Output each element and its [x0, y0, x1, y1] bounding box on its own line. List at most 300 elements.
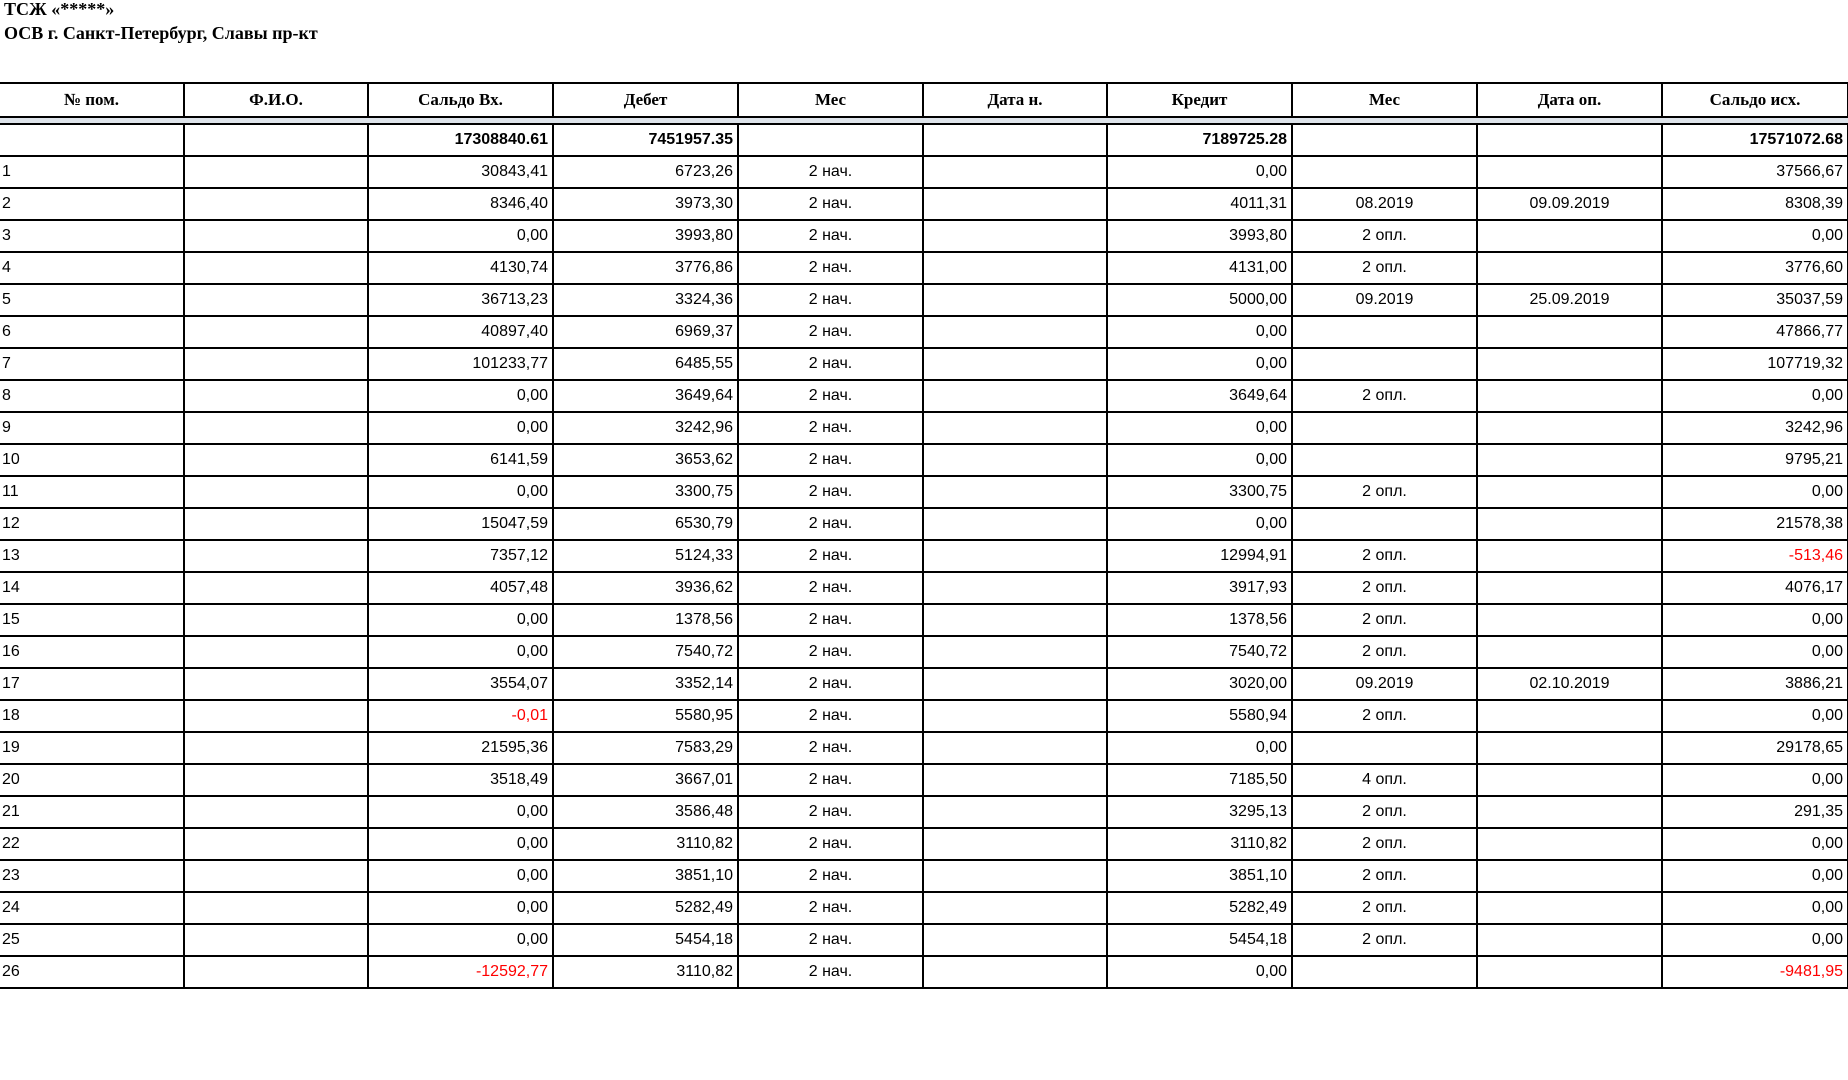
- cell-debet[interactable]: 3110,82: [553, 956, 738, 988]
- cell-saldo-out[interactable]: 35037,59: [1662, 284, 1848, 316]
- cell-mes-n[interactable]: 2 нач.: [738, 476, 923, 508]
- cell-saldo-out[interactable]: 0,00: [1662, 924, 1848, 956]
- cell-date-p[interactable]: [1477, 476, 1662, 508]
- cell-mes-n[interactable]: 2 нач.: [738, 220, 923, 252]
- cell-saldo-in[interactable]: 8346,40: [368, 188, 553, 220]
- cell-room[interactable]: 7: [0, 348, 184, 380]
- cell-saldo-in[interactable]: -12592,77: [368, 956, 553, 988]
- cell-mes-n[interactable]: 2 нач.: [738, 828, 923, 860]
- cell-saldo-in[interactable]: 30843,41: [368, 156, 553, 188]
- cell-credit[interactable]: 5454,18: [1107, 924, 1292, 956]
- cell-saldo-in[interactable]: 0,00: [368, 828, 553, 860]
- cell-room[interactable]: 4: [0, 252, 184, 284]
- cell-date-p[interactable]: [1477, 156, 1662, 188]
- cell-mes-p[interactable]: 09.2019: [1292, 284, 1477, 316]
- report-title: ОСВ г. Санкт-Петербург, Славы пр-кт: [4, 23, 318, 43]
- cell-room[interactable]: 3: [0, 220, 184, 252]
- cell-date-n[interactable]: [923, 924, 1107, 956]
- cell-date-n[interactable]: [923, 604, 1107, 636]
- cell-fio[interactable]: [184, 188, 368, 220]
- cell-fio[interactable]: [184, 220, 368, 252]
- osv-table: [0, 82, 1848, 989]
- cell-debet[interactable]: 3667,01: [553, 764, 738, 796]
- cell-fio[interactable]: [184, 860, 368, 892]
- cell-credit[interactable]: 0,00: [1107, 156, 1292, 188]
- cell-room[interactable]: 1: [0, 156, 184, 188]
- cell-saldo-in[interactable]: 3554,07: [368, 668, 553, 700]
- cell-saldo-in[interactable]: 0,00: [368, 380, 553, 412]
- organization-title: ТСЖ «*****»: [4, 0, 115, 19]
- cell-date-n[interactable]: [923, 284, 1107, 316]
- cell-date-n[interactable]: [923, 508, 1107, 540]
- cell-date-p[interactable]: [1477, 380, 1662, 412]
- cell-room[interactable]: 5: [0, 284, 184, 316]
- col-header-saldo-out[interactable]: Сальдо исх.: [1662, 83, 1848, 117]
- cell-date-p[interactable]: [1477, 412, 1662, 444]
- cell-credit[interactable]: 4011,31: [1107, 188, 1292, 220]
- totals-cell-date-p[interactable]: [1477, 124, 1662, 156]
- cell-fio[interactable]: [184, 572, 368, 604]
- cell-date-n[interactable]: [923, 828, 1107, 860]
- cell-room[interactable]: 23: [0, 860, 184, 892]
- cell-date-p[interactable]: [1477, 220, 1662, 252]
- cell-date-p[interactable]: [1477, 764, 1662, 796]
- cell-saldo-out[interactable]: 3886,21: [1662, 668, 1848, 700]
- cell-credit[interactable]: 7540,72: [1107, 636, 1292, 668]
- table-row: [0, 508, 1848, 540]
- totals-cell-mes-p[interactable]: [1292, 124, 1477, 156]
- cell-debet[interactable]: 3110,82: [553, 828, 738, 860]
- col-header-mes-n[interactable]: Мес: [738, 83, 923, 117]
- cell-saldo-in[interactable]: 0,00: [368, 892, 553, 924]
- cell-date-n[interactable]: [923, 636, 1107, 668]
- col-header-date-n[interactable]: Дата н.: [923, 83, 1107, 117]
- cell-saldo-in[interactable]: 0,00: [368, 220, 553, 252]
- cell-mes-p[interactable]: [1292, 316, 1477, 348]
- cell-date-p[interactable]: [1477, 700, 1662, 732]
- cell-mes-p[interactable]: [1292, 508, 1477, 540]
- cell-debet[interactable]: 1378,56: [553, 604, 738, 636]
- cell-fio[interactable]: [184, 892, 368, 924]
- cell-date-p[interactable]: [1477, 508, 1662, 540]
- cell-saldo-out[interactable]: 29178,65: [1662, 732, 1848, 764]
- cell-date-p[interactable]: [1477, 348, 1662, 380]
- cell-date-p[interactable]: [1477, 828, 1662, 860]
- table-row: [0, 540, 1848, 572]
- cell-date-p[interactable]: [1477, 316, 1662, 348]
- cell-date-n[interactable]: [923, 220, 1107, 252]
- cell-mes-n[interactable]: 2 нач.: [738, 412, 923, 444]
- cell-saldo-out[interactable]: 47866,77: [1662, 316, 1848, 348]
- cell-mes-p[interactable]: 2 опл.: [1292, 572, 1477, 604]
- cell-date-p[interactable]: [1477, 604, 1662, 636]
- cell-debet[interactable]: 3936,62: [553, 572, 738, 604]
- cell-saldo-out[interactable]: 0,00: [1662, 764, 1848, 796]
- cell-saldo-out[interactable]: 0,00: [1662, 220, 1848, 252]
- cell-date-p[interactable]: [1477, 892, 1662, 924]
- cell-saldo-out[interactable]: 0,00: [1662, 380, 1848, 412]
- cell-room[interactable]: 19: [0, 732, 184, 764]
- cell-saldo-in[interactable]: 101233,77: [368, 348, 553, 380]
- cell-debet[interactable]: 3324,36: [553, 284, 738, 316]
- cell-date-p[interactable]: [1477, 732, 1662, 764]
- table-row: [0, 380, 1848, 412]
- cell-fio[interactable]: [184, 508, 368, 540]
- totals-cell-mes-n[interactable]: [738, 124, 923, 156]
- table-row: [0, 316, 1848, 348]
- cell-date-n[interactable]: [923, 764, 1107, 796]
- cell-mes-n[interactable]: 2 нач.: [738, 348, 923, 380]
- cell-saldo-in[interactable]: 4130,74: [368, 252, 553, 284]
- cell-date-n[interactable]: [923, 252, 1107, 284]
- cell-credit[interactable]: 0,00: [1107, 412, 1292, 444]
- cell-date-p[interactable]: [1477, 956, 1662, 988]
- cell-debet[interactable]: 6530,79: [553, 508, 738, 540]
- cell-debet[interactable]: 3851,10: [553, 860, 738, 892]
- table-row: [0, 476, 1848, 508]
- cell-saldo-in[interactable]: 0,00: [368, 476, 553, 508]
- cell-mes-p[interactable]: [1292, 956, 1477, 988]
- cell-saldo-out[interactable]: 0,00: [1662, 636, 1848, 668]
- cell-credit[interactable]: 5282,49: [1107, 892, 1292, 924]
- cell-date-p[interactable]: [1477, 252, 1662, 284]
- cell-saldo-out[interactable]: 3242,96: [1662, 412, 1848, 444]
- cell-fio[interactable]: [184, 636, 368, 668]
- cell-fio[interactable]: [184, 156, 368, 188]
- col-header-mes-p[interactable]: Мес: [1292, 83, 1477, 117]
- cell-date-n[interactable]: [923, 412, 1107, 444]
- cell-mes-p[interactable]: 2 опл.: [1292, 700, 1477, 732]
- cell-fio[interactable]: [184, 444, 368, 476]
- cell-room[interactable]: 21: [0, 796, 184, 828]
- col-header-room[interactable]: № пом.: [0, 83, 184, 117]
- cell-room[interactable]: 2: [0, 188, 184, 220]
- cell-credit[interactable]: 3295,13: [1107, 796, 1292, 828]
- cell-saldo-out[interactable]: 291,35: [1662, 796, 1848, 828]
- cell-room[interactable]: 15: [0, 604, 184, 636]
- cell-mes-p[interactable]: 2 опл.: [1292, 380, 1477, 412]
- cell-mes-n[interactable]: 2 нач.: [738, 636, 923, 668]
- cell-credit[interactable]: 3917,93: [1107, 572, 1292, 604]
- cell-date-n[interactable]: [923, 188, 1107, 220]
- cell-mes-n[interactable]: 2 нач.: [738, 572, 923, 604]
- cell-saldo-out[interactable]: 3776,60: [1662, 252, 1848, 284]
- cell-saldo-out[interactable]: 0,00: [1662, 892, 1848, 924]
- cell-credit[interactable]: 3110,82: [1107, 828, 1292, 860]
- cell-date-p[interactable]: 25.09.2019: [1477, 284, 1662, 316]
- cell-mes-n[interactable]: 2 нач.: [738, 156, 923, 188]
- cell-credit[interactable]: 0,00: [1107, 316, 1292, 348]
- cell-debet[interactable]: 3973,30: [553, 188, 738, 220]
- cell-debet[interactable]: 5454,18: [553, 924, 738, 956]
- col-header-saldo-in[interactable]: Сальдо Вх.: [368, 83, 553, 117]
- cell-credit[interactable]: 0,00: [1107, 444, 1292, 476]
- cell-room[interactable]: 18: [0, 700, 184, 732]
- cell-date-p[interactable]: [1477, 540, 1662, 572]
- cell-date-n[interactable]: [923, 668, 1107, 700]
- cell-saldo-in[interactable]: 21595,36: [368, 732, 553, 764]
- totals-saldo-out[interactable]: 17571072.68: [1662, 124, 1848, 156]
- cell-mes-n[interactable]: 2 нач.: [738, 732, 923, 764]
- cell-date-p[interactable]: [1477, 444, 1662, 476]
- cell-saldo-out[interactable]: 0,00: [1662, 700, 1848, 732]
- cell-debet[interactable]: 6485,55: [553, 348, 738, 380]
- cell-date-n[interactable]: [923, 476, 1107, 508]
- cell-mes-n[interactable]: 2 нач.: [738, 700, 923, 732]
- cell-debet[interactable]: 7583,29: [553, 732, 738, 764]
- table-row: [0, 156, 1848, 188]
- cell-saldo-out[interactable]: 0,00: [1662, 860, 1848, 892]
- cell-saldo-in[interactable]: -0,01: [368, 700, 553, 732]
- cell-mes-p[interactable]: 2 опл.: [1292, 636, 1477, 668]
- cell-credit[interactable]: 3300,75: [1107, 476, 1292, 508]
- table-row: [0, 892, 1848, 924]
- cell-date-p[interactable]: [1477, 796, 1662, 828]
- cell-fio[interactable]: [184, 316, 368, 348]
- cell-fio[interactable]: [184, 604, 368, 636]
- cell-saldo-in[interactable]: 0,00: [368, 412, 553, 444]
- cell-fio[interactable]: [184, 252, 368, 284]
- cell-room[interactable]: 10: [0, 444, 184, 476]
- cell-date-n[interactable]: [923, 316, 1107, 348]
- cell-mes-n[interactable]: 2 нач.: [738, 284, 923, 316]
- cell-mes-n[interactable]: 2 нач.: [738, 444, 923, 476]
- cell-mes-p[interactable]: [1292, 412, 1477, 444]
- cell-date-n[interactable]: [923, 956, 1107, 988]
- cell-saldo-in[interactable]: 3518,49: [368, 764, 553, 796]
- cell-mes-n[interactable]: 2 нач.: [738, 892, 923, 924]
- cell-saldo-in[interactable]: 0,00: [368, 924, 553, 956]
- cell-credit[interactable]: 3851,10: [1107, 860, 1292, 892]
- cell-saldo-out[interactable]: 0,00: [1662, 604, 1848, 636]
- cell-mes-p[interactable]: 2 опл.: [1292, 860, 1477, 892]
- col-header-fio[interactable]: Ф.И.О.: [184, 83, 368, 117]
- cell-fio[interactable]: [184, 764, 368, 796]
- cell-saldo-in[interactable]: 4057,48: [368, 572, 553, 604]
- cell-mes-p[interactable]: 2 опл.: [1292, 476, 1477, 508]
- cell-debet[interactable]: 5282,49: [553, 892, 738, 924]
- cell-saldo-out[interactable]: 0,00: [1662, 476, 1848, 508]
- cell-room[interactable]: 13: [0, 540, 184, 572]
- cell-date-p[interactable]: [1477, 572, 1662, 604]
- cell-mes-p[interactable]: 2 опл.: [1292, 252, 1477, 284]
- cell-mes-p[interactable]: [1292, 348, 1477, 380]
- cell-date-p[interactable]: [1477, 924, 1662, 956]
- cell-mes-n[interactable]: 2 нач.: [738, 316, 923, 348]
- totals-credit[interactable]: 7189725.28: [1107, 124, 1292, 156]
- cell-saldo-out[interactable]: 21578,38: [1662, 508, 1848, 540]
- cell-saldo-out[interactable]: 37566,67: [1662, 156, 1848, 188]
- cell-date-n[interactable]: [923, 348, 1107, 380]
- cell-debet[interactable]: 3776,86: [553, 252, 738, 284]
- cell-debet[interactable]: 3993,80: [553, 220, 738, 252]
- cell-date-n[interactable]: [923, 156, 1107, 188]
- cell-date-n[interactable]: [923, 732, 1107, 764]
- cell-room[interactable]: 11: [0, 476, 184, 508]
- cell-mes-p[interactable]: 08.2019: [1292, 188, 1477, 220]
- cell-saldo-out[interactable]: 4076,17: [1662, 572, 1848, 604]
- cell-credit[interactable]: 5580,94: [1107, 700, 1292, 732]
- cell-mes-p[interactable]: 2 опл.: [1292, 220, 1477, 252]
- totals-cell-date-n[interactable]: [923, 124, 1107, 156]
- col-header-date-p[interactable]: Дата оп.: [1477, 83, 1662, 117]
- cell-saldo-in[interactable]: 0,00: [368, 636, 553, 668]
- col-header-credit[interactable]: Кредит: [1107, 83, 1292, 117]
- cell-debet[interactable]: 3242,96: [553, 412, 738, 444]
- cell-date-n[interactable]: [923, 700, 1107, 732]
- cell-debet[interactable]: 7540,72: [553, 636, 738, 668]
- cell-saldo-in[interactable]: 0,00: [368, 796, 553, 828]
- cell-room[interactable]: 6: [0, 316, 184, 348]
- cell-mes-p[interactable]: 09.2019: [1292, 668, 1477, 700]
- cell-credit[interactable]: 3993,80: [1107, 220, 1292, 252]
- cell-mes-n[interactable]: 2 нач.: [738, 188, 923, 220]
- cell-mes-p[interactable]: 2 опл.: [1292, 604, 1477, 636]
- cell-room[interactable]: 22: [0, 828, 184, 860]
- cell-date-n[interactable]: [923, 572, 1107, 604]
- cell-saldo-in[interactable]: 6141,59: [368, 444, 553, 476]
- cell-date-n[interactable]: [923, 796, 1107, 828]
- cell-room[interactable]: 26: [0, 956, 184, 988]
- cell-fio[interactable]: [184, 476, 368, 508]
- cell-fio[interactable]: [184, 380, 368, 412]
- table-row: [0, 284, 1848, 316]
- totals-cell-room[interactable]: [0, 124, 184, 156]
- cell-mes-n[interactable]: 2 нач.: [738, 860, 923, 892]
- cell-credit[interactable]: 7185,50: [1107, 764, 1292, 796]
- cell-credit[interactable]: 3020,00: [1107, 668, 1292, 700]
- cell-credit[interactable]: 0,00: [1107, 956, 1292, 988]
- col-header-debet[interactable]: Дебет: [553, 83, 738, 117]
- cell-mes-p[interactable]: 2 опл.: [1292, 892, 1477, 924]
- cell-date-n[interactable]: [923, 380, 1107, 412]
- cell-room[interactable]: 16: [0, 636, 184, 668]
- cell-date-n[interactable]: [923, 444, 1107, 476]
- cell-room[interactable]: 24: [0, 892, 184, 924]
- cell-mes-n[interactable]: 2 нач.: [738, 508, 923, 540]
- cell-credit[interactable]: 1378,56: [1107, 604, 1292, 636]
- table-row: [0, 604, 1848, 636]
- cell-mes-n[interactable]: 2 нач.: [738, 380, 923, 412]
- cell-date-n[interactable]: [923, 540, 1107, 572]
- cell-debet[interactable]: 3586,48: [553, 796, 738, 828]
- cell-room[interactable]: 25: [0, 924, 184, 956]
- cell-debet[interactable]: 3300,75: [553, 476, 738, 508]
- header-row: [0, 83, 1848, 117]
- cell-credit[interactable]: 0,00: [1107, 732, 1292, 764]
- cell-date-n[interactable]: [923, 892, 1107, 924]
- cell-debet[interactable]: 3653,62: [553, 444, 738, 476]
- cell-room[interactable]: 20: [0, 764, 184, 796]
- table-row: [0, 636, 1848, 668]
- cell-room[interactable]: 12: [0, 508, 184, 540]
- cell-saldo-out[interactable]: -9481,95: [1662, 956, 1848, 988]
- cell-mes-n[interactable]: 2 нач.: [738, 540, 923, 572]
- table-row: [0, 860, 1848, 892]
- cell-credit[interactable]: 3649,64: [1107, 380, 1292, 412]
- totals-debet[interactable]: 7451957.35: [553, 124, 738, 156]
- cell-mes-n[interactable]: 2 нач.: [738, 668, 923, 700]
- cell-fio[interactable]: [184, 956, 368, 988]
- cell-fio[interactable]: [184, 284, 368, 316]
- table-row: [0, 188, 1848, 220]
- cell-fio[interactable]: [184, 348, 368, 380]
- cell-mes-n[interactable]: 2 нач.: [738, 764, 923, 796]
- cell-room[interactable]: 9: [0, 412, 184, 444]
- cell-mes-p[interactable]: [1292, 444, 1477, 476]
- table-row: [0, 348, 1848, 380]
- cell-credit[interactable]: 12994,91: [1107, 540, 1292, 572]
- cell-credit[interactable]: 0,00: [1107, 508, 1292, 540]
- cell-saldo-out[interactable]: 107719,32: [1662, 348, 1848, 380]
- cell-debet[interactable]: 5580,95: [553, 700, 738, 732]
- cell-credit[interactable]: 4131,00: [1107, 252, 1292, 284]
- cell-fio[interactable]: [184, 668, 368, 700]
- cell-room[interactable]: 14: [0, 572, 184, 604]
- cell-mes-p[interactable]: [1292, 732, 1477, 764]
- cell-saldo-out[interactable]: -513,46: [1662, 540, 1848, 572]
- cell-debet[interactable]: 3649,64: [553, 380, 738, 412]
- cell-mes-p[interactable]: 2 опл.: [1292, 796, 1477, 828]
- cell-mes-p[interactable]: 2 опл.: [1292, 540, 1477, 572]
- cell-date-p[interactable]: [1477, 860, 1662, 892]
- table-row: [0, 220, 1848, 252]
- cell-mes-n[interactable]: 2 нач.: [738, 924, 923, 956]
- cell-date-p[interactable]: 09.09.2019: [1477, 188, 1662, 220]
- cell-debet[interactable]: 6723,26: [553, 156, 738, 188]
- cell-fio[interactable]: [184, 700, 368, 732]
- cell-saldo-in[interactable]: 36713,23: [368, 284, 553, 316]
- cell-date-n[interactable]: [923, 860, 1107, 892]
- cell-saldo-out[interactable]: 9795,21: [1662, 444, 1848, 476]
- cell-credit[interactable]: 5000,00: [1107, 284, 1292, 316]
- table-row: [0, 572, 1848, 604]
- cell-saldo-in[interactable]: 7357,12: [368, 540, 553, 572]
- table-row: [0, 796, 1848, 828]
- cell-debet[interactable]: 5124,33: [553, 540, 738, 572]
- cell-debet[interactable]: 6969,37: [553, 316, 738, 348]
- cell-fio[interactable]: [184, 828, 368, 860]
- totals-cell-fio[interactable]: [184, 124, 368, 156]
- cell-room[interactable]: 17: [0, 668, 184, 700]
- cell-mes-n[interactable]: 2 нач.: [738, 604, 923, 636]
- cell-mes-p[interactable]: 2 опл.: [1292, 828, 1477, 860]
- cell-fio[interactable]: [184, 412, 368, 444]
- cell-saldo-out[interactable]: 0,00: [1662, 828, 1848, 860]
- cell-saldo-in[interactable]: 40897,40: [368, 316, 553, 348]
- cell-saldo-out[interactable]: 8308,39: [1662, 188, 1848, 220]
- cell-mes-p[interactable]: [1292, 156, 1477, 188]
- cell-date-p[interactable]: 02.10.2019: [1477, 668, 1662, 700]
- cell-mes-p[interactable]: 4 опл.: [1292, 764, 1477, 796]
- cell-fio[interactable]: [184, 732, 368, 764]
- totals-saldo-in[interactable]: 17308840.61: [368, 124, 553, 156]
- cell-saldo-in[interactable]: 0,00: [368, 860, 553, 892]
- cell-mes-n[interactable]: 2 нач.: [738, 252, 923, 284]
- cell-debet[interactable]: 3352,14: [553, 668, 738, 700]
- cell-mes-n[interactable]: 2 нач.: [738, 796, 923, 828]
- cell-fio[interactable]: [184, 796, 368, 828]
- cell-saldo-in[interactable]: 15047,59: [368, 508, 553, 540]
- cell-credit[interactable]: 0,00: [1107, 348, 1292, 380]
- cell-fio[interactable]: [184, 540, 368, 572]
- cell-mes-p[interactable]: 2 опл.: [1292, 924, 1477, 956]
- cell-date-p[interactable]: [1477, 636, 1662, 668]
- cell-saldo-in[interactable]: 0,00: [368, 604, 553, 636]
- cell-fio[interactable]: [184, 924, 368, 956]
- cell-room[interactable]: 8: [0, 380, 184, 412]
- cell-mes-n[interactable]: 2 нач.: [738, 956, 923, 988]
